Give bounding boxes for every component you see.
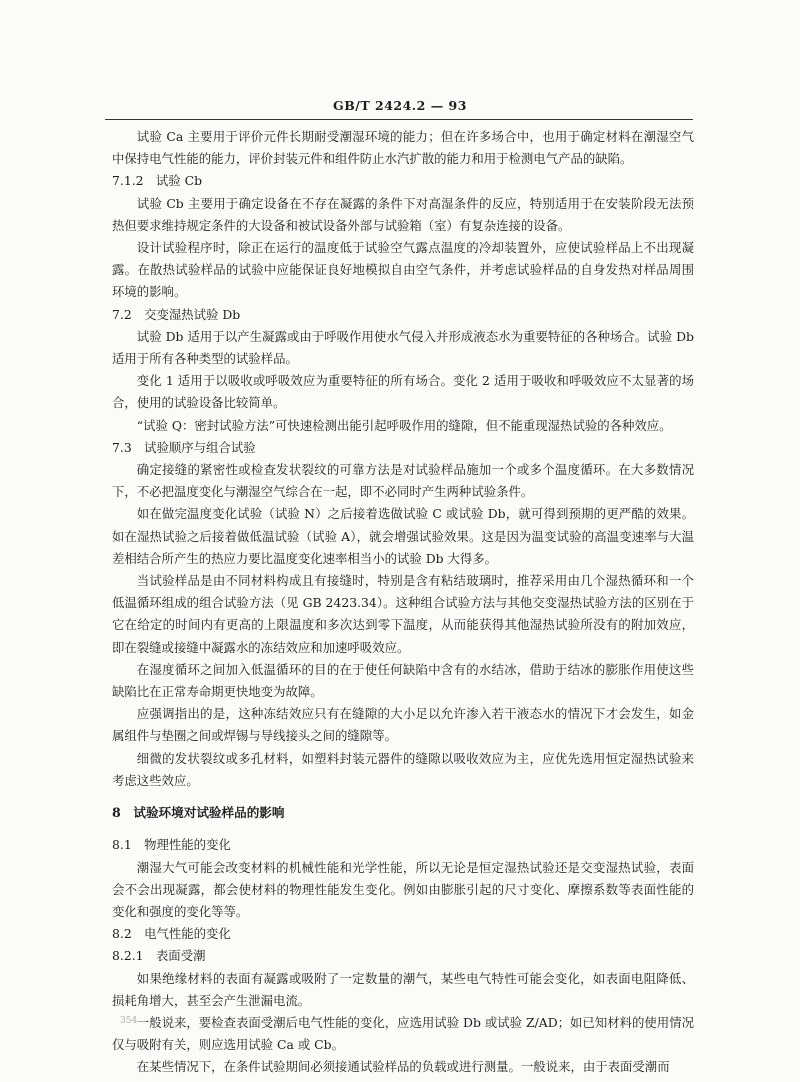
subsection-heading: 8.2 电气性能的变化 (112, 926, 231, 942)
subsection-heading: 8.2.1 表面受潮 (112, 948, 206, 964)
subsection-heading: 7.1.2 试验 Cb (112, 173, 203, 189)
subsection-heading: 8.1 物理性能的变化 (112, 837, 231, 853)
page-header: GB/T 2424.2 — 93 (333, 98, 467, 113)
header-rule (105, 119, 693, 120)
body-paragraph: 试验 Db 适用于以产生凝露或由于呼吸作用使水气侵入并形成液态水为重要特征的各种场合。试验 Db 适用于所有各种类型的试验样品。 (112, 328, 694, 367)
body-paragraph: 一般说来，要检查表面受潮后电气性能的变化，应选用试验 Db 或试验 Z/AD；如已知材料的使用情况仅与吸附有关，则应选用试验 Ca 或 Cb。 (112, 1014, 694, 1053)
body-paragraph: 如果绝缘材料的表面有凝露或吸附了一定数量的潮气，某些电气特性可能会变化，如表面电阻降低、损耗角增大，甚至会产生泄漏电流。 (112, 970, 694, 1008)
body-paragraph: 试验 Cb 主要用于确定设备在不存在凝露的条件下对高湿条件的反应，特别适用于在安装阶段无法预热但要求维持规定条件的大设备和被试设备外部与试验箱（室）有复杂连接的设备。 (112, 195, 694, 233)
body-paragraph: 潮湿大气可能会改变材料的机械性能和光学性能，所以无论是恒定湿热试验还是交变湿热试验，表面会不会出现凝露，都会使材料的物理性能发生变化。例如由膨胀引起的尺寸变化、摩擦系数等表面性能的变化和强度的变化等等。 (112, 859, 694, 919)
body-paragraph: 细微的发状裂纹或多孔材料，如塑料封装元器件的缝隙以吸收效应为主，应优先选用恒定湿热试验来考虑这些效应。 (112, 750, 694, 788)
body-paragraph: 应强调指出的是，这种冻结效应只有在缝隙的大小足以允许渗入若干液态水的情况下才会发生，如金属组件与垫圈之间或焊锡与导线接头之间的缝隙等。 (112, 706, 694, 744)
section-heading: 8 试验环境对试验样品的影响 (112, 805, 285, 821)
body-paragraph: 试验 Ca 主要用于评价元件长期耐受潮湿环境的能力；但在许多场合中，也用于确定材料在潮湿空气中保持电气性能的能力，评价封装元件和组件防止水汽扩散的能力和用于检测电气产品的缺陷。 (112, 129, 694, 167)
body-paragraph: 当试验样品是由不同材料构成且有接缝时，特别是含有粘结玻璃时，推荐采用由几个湿热循环和一个低温循环组成的组合试验方法（见 GB 2423.34）。这种组合试验方法与其他交变湿热试验方法的区别在于它在给定的时间内有更高的上限温度和多次达到零下温度，从而能获得其他湿热试验所没有的附加效应，即在裂缝或接缝中凝露水的冻结效应和加速呼吸效应。 (112, 573, 694, 655)
body-paragraph: 在某些情况下，在条件试验期间必须接通试验样品的负载或进行测量。一般说来，由于表面受潮而 (136, 1059, 670, 1075)
page-number: 354 (120, 1016, 138, 1026)
body-paragraph: 如在做完温度变化试验（试验 N）之后接着选做试验 C 或试验 Db，就可得到预期的更严酷的效果。如在湿热试验之后接着做低温试验（试验 A），就会增强试验效果。这是因为温变试验的高温变速率与大温差相结合所产生的热应力要比温度变化速率相当小的试验 Db 大得多。 (112, 506, 694, 566)
body-paragraph: 变化 1 适用于以吸收或呼吸效应为重要特征的所有场合。变化 2 适用于吸收和呼吸效应不太显著的场合，使用的试验设备比较简单。 (112, 373, 694, 411)
body-paragraph: “试验 Q：密封试验方法”可快速检测出能引起呼吸作用的缝隙，但不能重现湿热试验的各种效应。 (136, 417, 672, 433)
subsection-heading: 7.3 试验顺序与组合试验 (112, 439, 256, 455)
subsection-heading: 7.2 交变湿热试验 Db (112, 306, 241, 322)
body-paragraph: 确定接缝的紧密性或检查发状裂纹的可靠方法是对试验样品施加一个或多个温度循环。在大多数情况下，不必把温度变化与潮湿空气综合在一起，即不必同时产生两种试验条件。 (112, 462, 694, 500)
document-body (112, 126, 694, 1079)
body-paragraph: 设计试验程序时，除正在运行的温度低于试验空气露点温度的冷却装置外，应使试验样品上不出现凝露。在散热试验样品的试验中应能保证良好地模拟自由空气条件，并考虑试验样品的自身发热对样品周围环境的影响。 (112, 240, 694, 300)
body-paragraph: 在湿度循环之间加入低温循环的目的在于使任何缺陷中含有的水结冰，借助于结冰的膨胀作用使这些缺陷比在正常寿命期更快地变为故障。 (112, 661, 694, 700)
